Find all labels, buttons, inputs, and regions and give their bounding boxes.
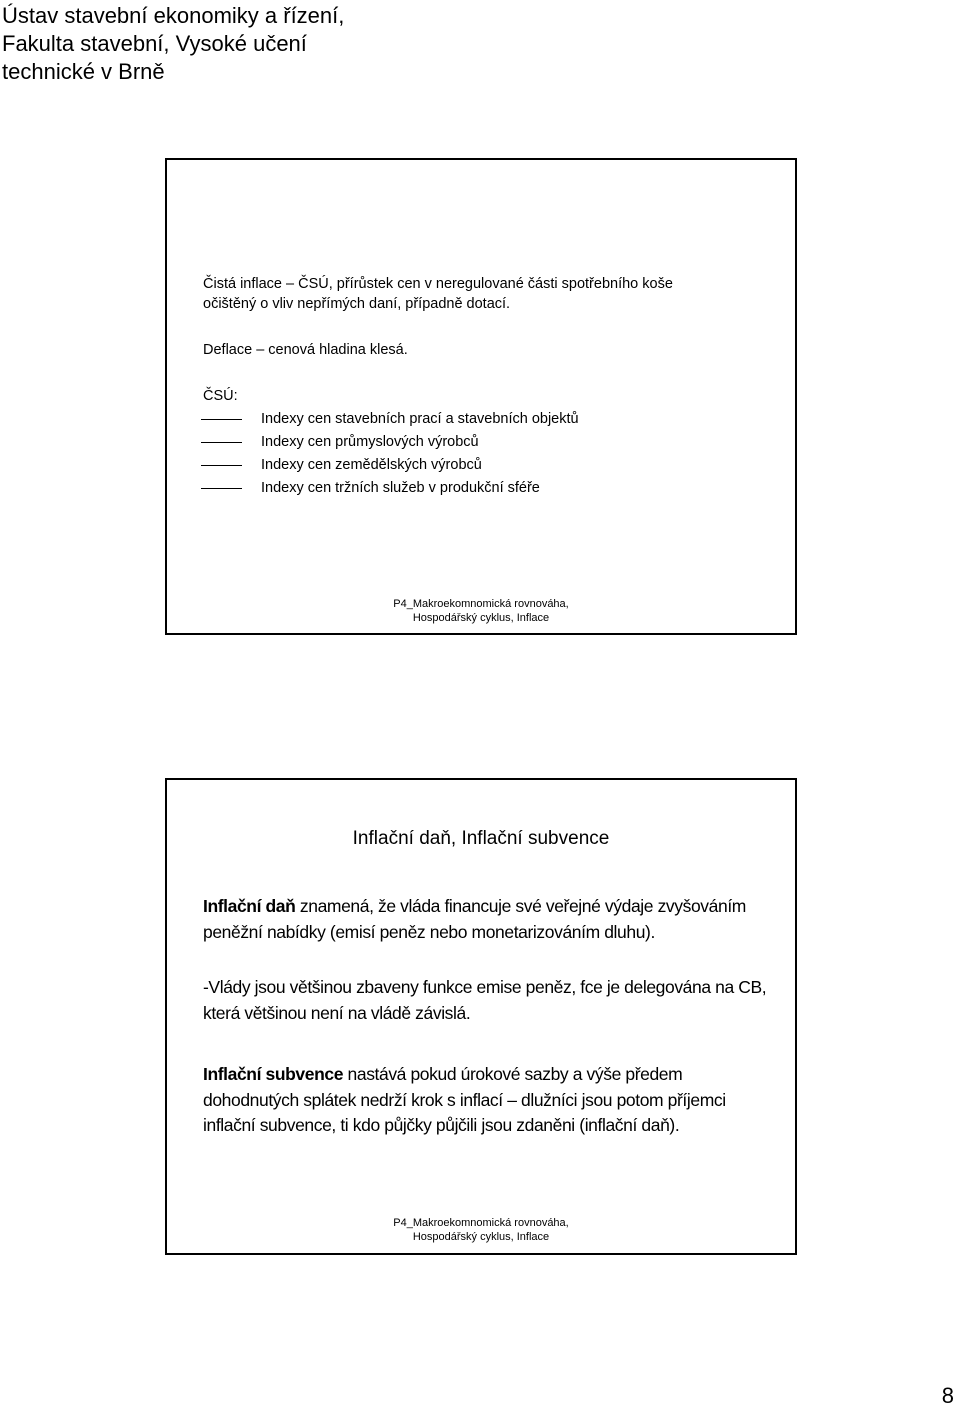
slide2-footer xyxy=(167,1216,795,1244)
slide2-footer-line2: Hospodářský cyklus, Inflace xyxy=(412,1231,550,1243)
slide1-index-item-text: Indexy cen průmyslových výrobců xyxy=(261,434,479,450)
slide-1 xyxy=(165,158,797,635)
slide2-inflation-subsidy-term: Inflační subvence xyxy=(203,1064,344,1084)
slide1-footer xyxy=(167,597,795,625)
document-header xyxy=(2,2,344,86)
slide1-footer-line2: Hospodářský cyklus, Inflace xyxy=(412,612,550,624)
slide2-inflation-subsidy-text: nastává pokud úrokové sazby a výše předem dohodnutých splátek nedrží krok s inflací – dlužníci jsou potom příjemci inflační subvence, ti kdo půjčky půjčili jsou zdaněni (inflační daň). xyxy=(203,1064,726,1135)
slide1-index-item xyxy=(201,455,482,475)
slide-2 xyxy=(165,778,797,1255)
header-line-2: Fakulta stavební, Vysoké učení xyxy=(2,31,307,56)
slide2-inflation-subsidy-paragraph xyxy=(203,1062,773,1139)
slide1-net-inflation-line1: Čistá inflace – ČSÚ, přírůstek cen v neregulované části spotřebního koše xyxy=(203,276,673,292)
slide2-inflation-tax-paragraph xyxy=(203,894,773,945)
slide2-footer-line1: P4_Makroekomnomická rovnováha, xyxy=(393,1217,569,1229)
slide1-index-item xyxy=(201,478,540,498)
slide2-inflation-tax-term: Inflační daň xyxy=(203,896,296,916)
slide1-deflation: Deflace – cenová hladina klesá. xyxy=(203,342,408,358)
header-line-1: Ústav stavební ekonomiky a řízení, xyxy=(2,3,345,28)
dash-marker xyxy=(201,419,242,420)
slide2-governments-paragraph: -Vlády jsou většinou zbaveny funkce emise peněz, fce je delegována na CB, která většinou není na vládě závislá. xyxy=(203,977,767,1023)
slide1-index-item-text: Indexy cen tržních služeb v produkční sféře xyxy=(261,480,540,496)
dash-marker xyxy=(201,465,242,466)
slide1-csu-label: ČSÚ: xyxy=(203,388,238,404)
dash-marker xyxy=(201,488,242,489)
slide2-title: Inflační daň, Inflační subvence xyxy=(352,828,610,849)
slide1-footer-line1: P4_Makroekomnomická rovnováha, xyxy=(393,598,569,610)
header-line-3: technické v Brně xyxy=(2,59,165,84)
page-number: 8 xyxy=(941,1383,954,1408)
slide1-index-item-text: Indexy cen stavebních prací a stavebních objektů xyxy=(261,411,579,427)
slide1-index-item-text: Indexy cen zemědělských výrobců xyxy=(261,457,482,473)
slide1-index-item xyxy=(201,409,579,429)
slide2-inflation-tax-text: znamená, že vláda financuje své veřejné výdaje zvyšováním peněžní nabídky (emisí peněz nebo monetarizováním dluhu). xyxy=(203,896,746,942)
slide1-index-item xyxy=(201,432,479,452)
dash-marker xyxy=(201,442,242,443)
slide1-net-inflation-line2: očištěný o vliv nepřímých daní, případně dotací. xyxy=(203,296,511,312)
